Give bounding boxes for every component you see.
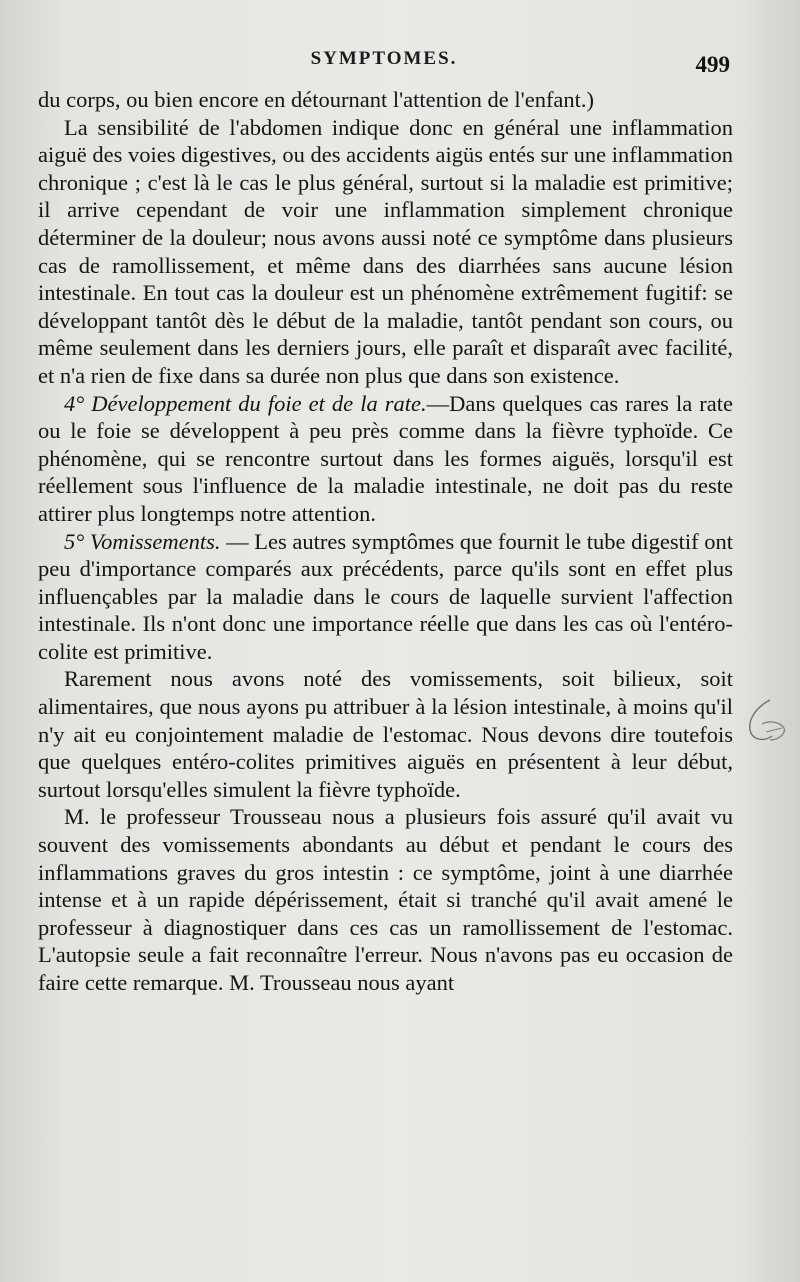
pencil-margin-mark-icon bbox=[740, 696, 792, 756]
paragraph-abdomen-sensitivity bbox=[38, 114, 733, 390]
page-number: 499 bbox=[695, 52, 730, 77]
paragraph-text: La sensibilité de l'abdomen indique donc en général une inflammation aiguë des voies digestives, ou des accidents aigüs entés sur une inflammation chronique ; c'est là le cas le plus général, surtout si la maladie est primitive; il arrive cependant de voir une inflammation simplement chronique déterminer de la douleur; nous avons aussi noté ce symptôme dans plusieurs cas de ramollissement, et même dans des diarrhées sans aucune lésion intestinale. En tout cas la douleur est un phénomène extrêmement fugitif: se développant tantôt dès le début de la maladie, tantôt pendant son cours, ou même seulement dans les derniers jours, elle paraît et disparaît avec facilité, et n'a rien de fixe dans sa durée non plus que dans son existence. bbox=[38, 114, 733, 388]
paragraph-liver-spleen bbox=[38, 390, 733, 528]
running-title: SYMPTOMES. bbox=[310, 48, 458, 69]
section-heading-liver-spleen: 4° Développement du foie et de la rate. bbox=[64, 390, 427, 416]
paragraph-text: — Les autres symptômes que fournit le tube digestif ont peu d'importance comparés aux précédents, parce qu'ils sont en effet plus influençables par la maladie dans le cours de laquelle survient l'affection intestinale. Ils n'ont donc une importance réelle que dans les cas où l'entéro-colite est primitive. bbox=[38, 528, 733, 664]
paragraph-text: du corps, ou bien encore en détournant l'attention de l'enfant.) bbox=[38, 87, 595, 112]
paragraph-text: Rarement nous avons noté des vomissements, soit bilieux, soit alimentaires, que nous ayons pu attribuer à la lésion intestinale, à moins qu'il n'y ait eu conjointement maladie de l'estomac. Nous devons dire toutefois que quelques entéro-colites primitives aiguës en présentent à leur début, surtout lorsqu'elles simulent la fièvre typhoïde. bbox=[38, 666, 733, 802]
paragraph-text: M. le professeur Trousseau nous a plusieurs fois assuré qu'il avait vu souvent des vomissements abondants au début et pendant le cours des inflammations graves du gros intestin : ce symptôme, joint à une diarrhée intense et à un rapide dépérissement, était si tranché qu'il avait amené le professeur à diagnostiquer dans ces cas un ramollissement de l'estomac. L'autopsie seule a fait reconnaître l'erreur. Nous n'avons pas eu occasion de faire cette remarque. M. Trousseau nous ayant bbox=[38, 804, 733, 995]
paragraph-trousseau bbox=[38, 803, 733, 996]
paragraph-vomiting bbox=[38, 528, 733, 666]
page-body bbox=[38, 86, 733, 997]
page-header bbox=[38, 48, 730, 80]
paragraph-continuation bbox=[38, 86, 733, 114]
paragraph-rarely-vomiting bbox=[38, 665, 733, 803]
paragraph-text: —Dans quelques cas rares la rate ou le foie se développent à peu près comme dans la fièvre typhoïde. Ce phénomène, qui se rencontre surtout dans les formes aiguës, lorsqu'il est réellement sous l'influence de la maladie intestinale, ne doit pas du reste attirer plus longtemps notre attention. bbox=[38, 390, 733, 526]
section-heading-vomiting: 5° Vomissements. bbox=[64, 528, 221, 554]
